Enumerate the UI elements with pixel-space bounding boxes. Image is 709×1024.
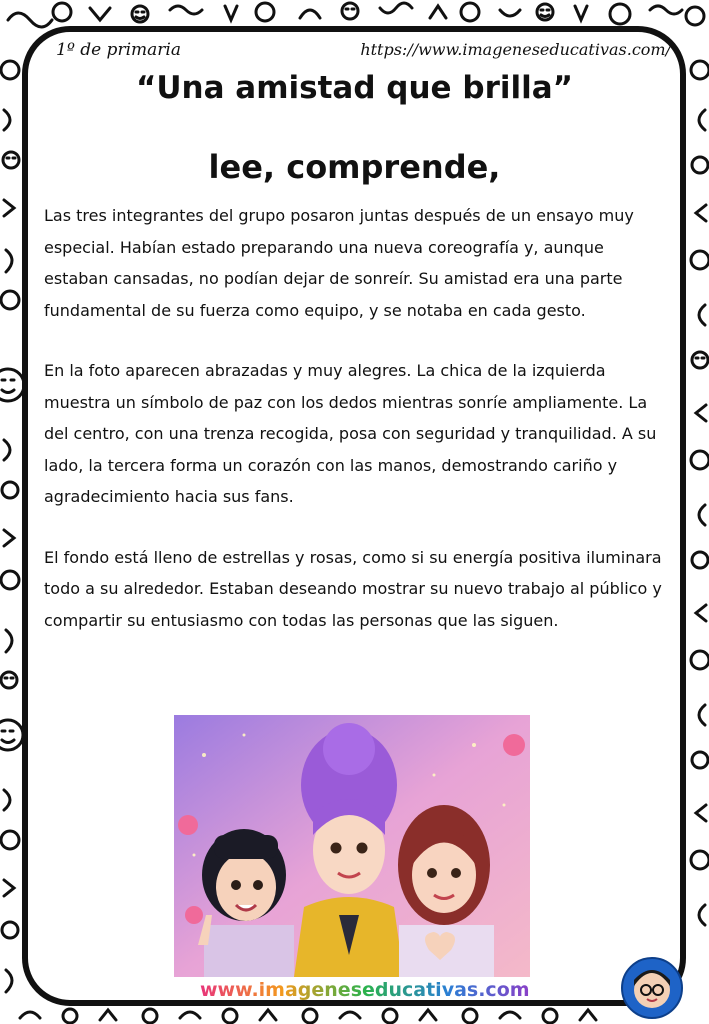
grade-label: 1º de primaria: [56, 40, 181, 60]
teacher-badge-icon: [620, 956, 684, 1020]
story-text: [44, 200, 666, 665]
girls-illustration: [174, 715, 530, 977]
story-paragraph-1: Las tres integrantes del grupo posaron juntas después de un ensayo muy especial. Habían estado preparando una nueva coreografía y, aunque estaban cansadas, no podían dejar de sonreír. Su amistad era una parte fundamental de su fuerza como equipo, y se notaba en cada gesto.: [44, 206, 634, 320]
worksheet-subtitle: lee, comprende,: [208, 148, 501, 186]
footer-url: www.imageneseducativas.com: [200, 979, 530, 1001]
story-paragraph-3: El fondo está lleno de estrellas y rosas, como si su energía positiva iluminara todo a su alrededor. Estaban deseando mostrar su nuevo trabajo al público y compartir su entusiasmo con todas las personas que las siguen.: [44, 547, 662, 630]
story-title: “Una amistad que brilla”: [135, 70, 574, 106]
story-paragraph-2: En la foto aparecen abrazadas y muy alegres. La chica de la izquierda muestra un símbolo de paz con los dedos mientras sonríe ampliamente. La del centro, con una trenza recogida, posa con seguridad y tranquilidad. A su lado, la tercera forma un corazón con las manos, demostrando cariño y agradecimiento hacia sus fans.: [44, 361, 657, 506]
header-url: https://www.imageneseducativas.com/: [360, 40, 671, 59]
